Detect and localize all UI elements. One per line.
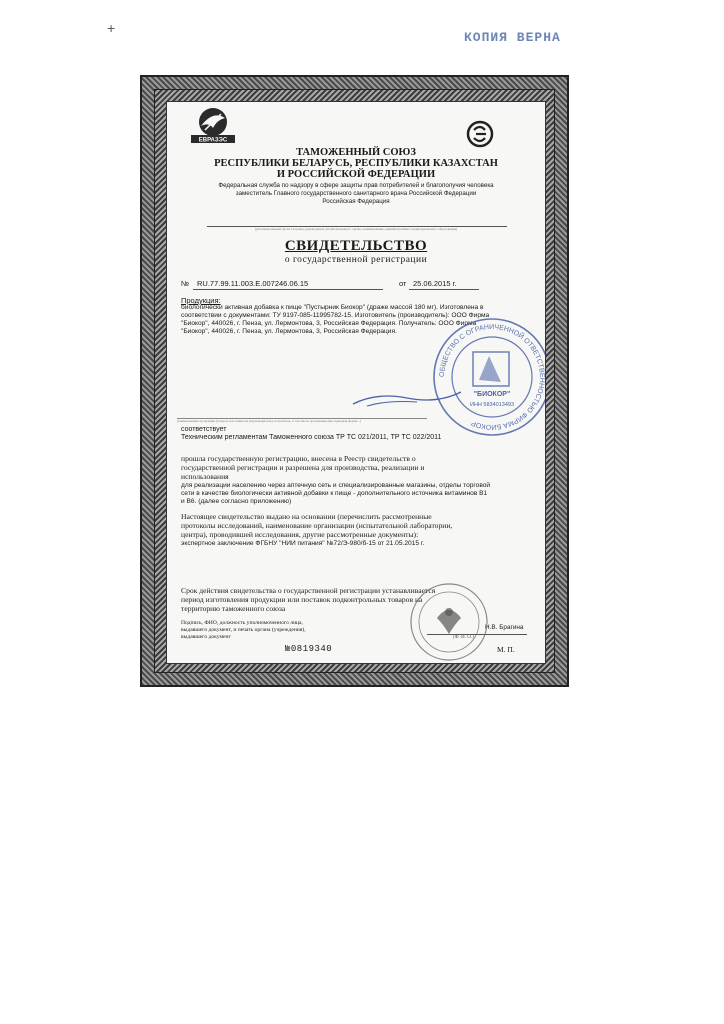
number-rule [193,289,383,290]
expert-conclusion: экспертное заключение ФГБНУ "НИИ питания" №72/Э-980/б-15 от 21.05.2015 г. [181,540,425,547]
date-rule [409,289,479,290]
seal-ring-text: ОБЩЕСТВО С ОГРАНИЧЕННОЙ ОТВЕТСТВЕННОСТЬЮ ФИРМА БИОКОР [438,323,546,431]
product-line: "Биокор", 440026, г. Пенза, ул. Лермонтова, 3, Российская Федерация. [181,328,397,335]
conformity-caption: (наименование продукции (товара), изготовитель (производитель), получатель, в том числе организационно-правовая форма...) [177,419,361,423]
conformity-heading: соответствует [181,426,227,433]
product-heading: Продукция: [181,296,221,305]
seal-inn: ИНН 5834013493 [469,402,515,408]
signature-caption: Подпись, ФИО, должность уполномоченного лица, [181,620,303,626]
document-title: СВИДЕТЕЛЬСТВО [284,238,428,254]
certificate-page [166,101,546,664]
registration-line: использования [181,472,229,481]
copy-certified-stamp: КОПИЯ ВЕРНА [464,30,561,45]
product-line: соответствии с документами: ТУ 9197-085-11995782-15. Изготовитель (производитель): ООО Фирма [181,312,490,319]
company-seal-icon [431,316,546,438]
validity-line: период изготовления продукции или поставок подконтрольных товаров на [181,595,423,604]
union-federation: И РОССИЙСКОЙ ФЕДЕРАЦИИ [276,169,436,180]
validity-line: Срок действия свидетельства о государственной регистрации устанавливается [181,586,436,595]
date-label: от [399,279,407,288]
union-republics: РЕСПУБЛИКИ БЕЛАРУСЬ, РЕСПУБЛИКИ КАЗАХСТАН [214,158,498,169]
product-line: биологически активная добавка к пище "Пустырник Биокор" (драже массой 180 мг). Изготовлена в [181,304,484,311]
basis-line: центра), проводившей исследования, другие рассмотренные документы): [181,530,419,539]
official-seal-icon [409,582,489,662]
authority-line-2: заместитель Главного государственного санитарного врача Российской Федерации [235,190,477,197]
basis-line: протоколы исследований, наименование организации (испытательной лаборатории, [181,521,453,530]
seal-brand: "БИОКОР" [473,391,511,398]
certificate-number: RU.77.99.11.003.E.007246.06.15 [197,279,309,288]
signature-caption: выдавшего документ [181,634,231,640]
eurasec-logo-label: ЕВРАЗЭС [198,137,228,144]
guilloche-frame [140,75,569,687]
basis-line: Настоящее свидетельство выдано на основании (перечислить рассмотренные [181,512,432,521]
usage-line: для реализации населению через аптечную сеть и специализированные магазины, отделы торговой [181,482,491,489]
seal-place: М. П. [497,645,515,654]
conformity-mark-icon [465,120,495,148]
authority-caption: (уполномоченный орган Стороны, руководитель уполномоченного органа, наименование административно-территориального образования) [254,227,458,231]
conformity-regulations: Техническим регламентам Таможенного союза ТР ТС 021/2011, ТР ТС 022/2011 [181,434,442,441]
signatory-name: Н.В. Брагина [485,624,524,631]
union-title: ТАМОЖЕННЫЙ СОЮЗ [296,147,416,158]
signatory-caption: (Ф. И. О.) [453,635,474,640]
registration-line: государственной регистрации и разрешена для производства, реализации и [181,463,425,472]
product-line: "Биокор", 440026, г. Пенза, ул. Лермонтова, 3, Российская Федерация. Получатель: ООО Фирма [181,320,477,327]
authority-line-1: Федеральная служба по надзору в сфере защиты прав потребителей и благополучия человека [218,182,494,189]
registration-line: прошла государственную регистрацию, внесена в Реестр свидетельств о [181,454,416,463]
certificate-date: 25.06.2015 г. [413,279,457,288]
corner-mark: + [107,20,116,36]
signature-caption: выдавшего документ, и печать органа (учреждения), [181,627,306,633]
number-label: № [181,279,190,288]
eurasec-logo-icon [187,106,239,144]
usage-line: сети в качестве биологически активной добавки к пище - дополнительного источника витаминов В1 [181,490,488,497]
usage-line: и В6. (далее согласно приложению) [181,498,292,505]
blank-number: №0819340 [285,644,333,654]
validity-line: территорию таможенного союза [181,604,286,613]
authority-line-3: Российская Федерация [322,198,390,205]
document-subtitle: о государственной регистрации [284,255,428,265]
